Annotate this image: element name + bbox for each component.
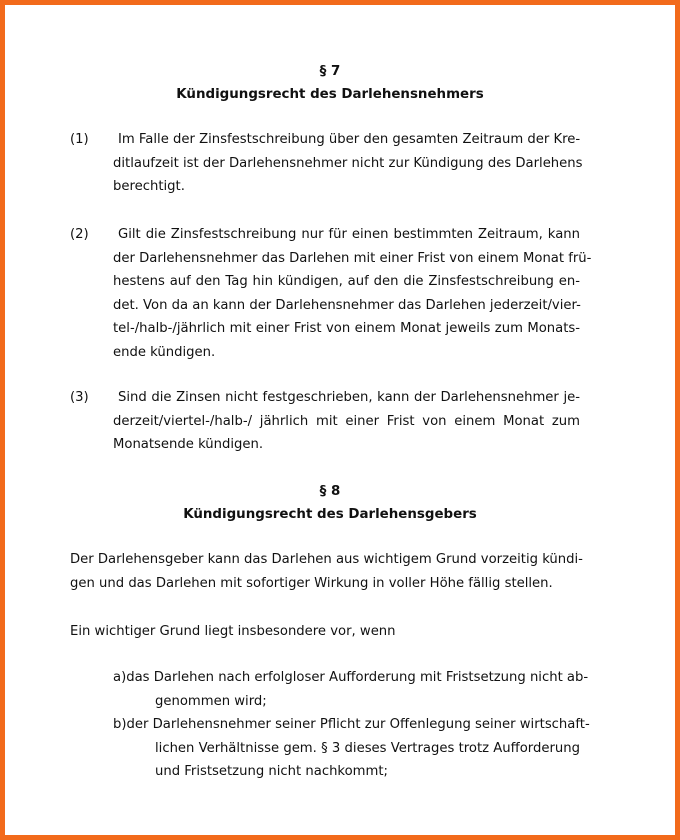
- list-line: genommen wird;: [155, 693, 267, 709]
- paragraph-line: Im Falle der Zinsfestschreibung über den gesamten Zeitraum der Kre-: [118, 132, 581, 147]
- list-line: b)der Darlehensnehmer seiner Pflicht zur Offenlegung seiner wirtschaft-: [113, 717, 590, 732]
- section-8-intro: [70, 548, 583, 595]
- paragraph-line: tel-/halb-/jährlich mit einer Frist von einem Monat jeweils zum Monats-: [113, 321, 580, 337]
- list-line: a)das Darlehen nach erfolgloser Aufforderung mit Fristsetzung nicht ab-: [113, 670, 589, 685]
- list-line: und Fristsetzung nicht nachkommt;: [155, 764, 388, 780]
- paragraph-line: hestens auf den Tag hin kündigen, auf den die Zinsfestschreibung en-: [113, 274, 580, 290]
- paragraph-line: Sind die Zinsen nicht festgeschrieben, kann der Darlehensnehmer je-: [118, 390, 580, 405]
- paragraph-line: Gilt die Zinsfestschreibung nur für einen bestimmten Zeitraum, kann: [118, 227, 580, 242]
- paragraph-line: Der Darlehensgeber kann das Darlehen aus wichtigem Grund vorzeitig kündi-: [70, 552, 583, 567]
- paragraph-3: [113, 386, 580, 457]
- list-line: lichen Verhältnisse gem. § 3 dieses Vertrages trotz Aufforderung: [155, 740, 580, 756]
- paragraph-2-label: (2): [70, 227, 89, 242]
- section-7-title: Kündigungsrecht des Darlehensnehmers: [176, 87, 484, 102]
- list-item-a: [113, 666, 589, 713]
- paragraph-1: [113, 128, 583, 199]
- paragraph-line: der Darlehensnehmer das Darlehen mit einer Frist von einem Monat frü-: [113, 250, 592, 266]
- section-7-number: § 7: [319, 64, 341, 79]
- list-item-b: [113, 713, 590, 784]
- reason-intro: [70, 620, 580, 644]
- paragraph-3-label: (3): [70, 390, 89, 405]
- paragraph-line: berechtigt.: [113, 179, 185, 195]
- paragraph-line: det. Von da an kann der Darlehensnehmer das Darlehen jederzeit/vier-: [113, 297, 581, 313]
- paragraph-line: Monatsende kündigen.: [113, 437, 264, 453]
- paragraph-line: Ein wichtiger Grund liegt insbesondere vor, wenn: [70, 624, 396, 639]
- paragraph-1-label: (1): [70, 132, 89, 147]
- section-8-title: Kündigungsrecht des Darlehensgebers: [183, 507, 477, 522]
- paragraph-line: ditlaufzeit ist der Darlehensnehmer nicht zur Kündigung des Darlehens: [113, 155, 583, 171]
- paragraph-line: derzeit/viertel-/halb-/ jährlich mit einer Frist von einem Monat zum: [113, 413, 580, 429]
- section-8-number: § 8: [319, 484, 341, 499]
- paragraph-line: gen und das Darlehen mit sofortiger Wirkung in voller Höhe fällig stellen.: [70, 575, 553, 591]
- paragraph-2: [113, 223, 592, 365]
- paragraph-line: ende kündigen.: [113, 344, 216, 360]
